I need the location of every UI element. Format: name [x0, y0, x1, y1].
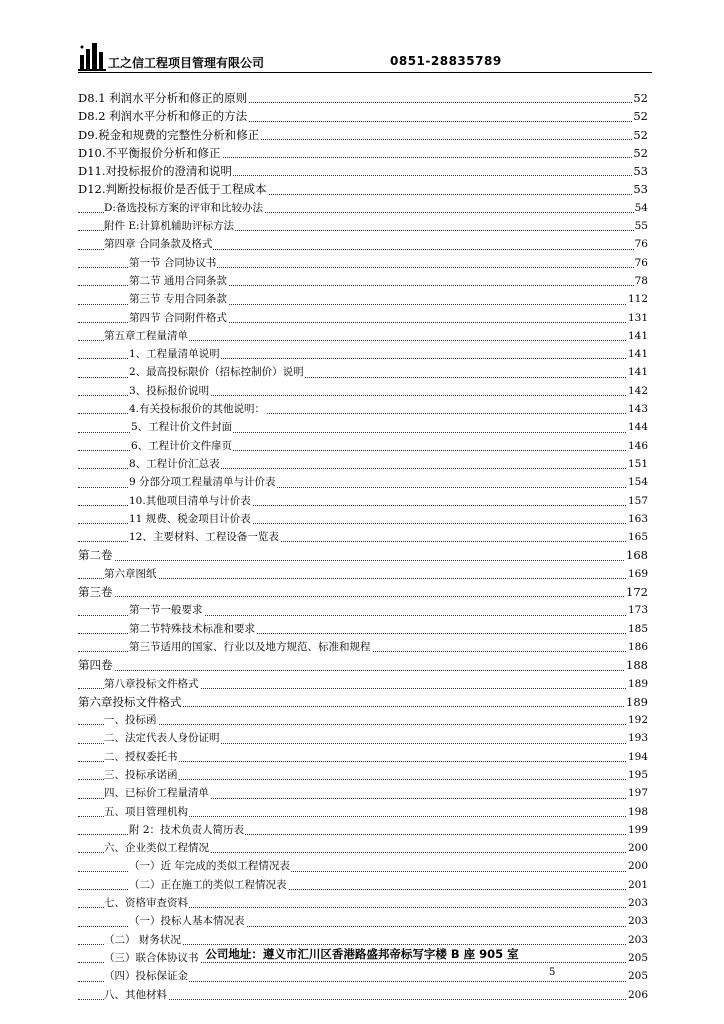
toc-entry[interactable]	[78, 126, 648, 144]
toc-entry-page: 200	[627, 839, 648, 857]
toc-entry-page: 189	[627, 675, 648, 693]
toc-entry-page: 185	[627, 620, 648, 638]
toc-entry-title: 第三节 专用合同条款	[129, 290, 228, 308]
toc-entry-page: 142	[627, 382, 648, 400]
toc-entry-title: 5、工程计价文件封面	[131, 418, 233, 436]
toc-entry-page: 151	[627, 455, 648, 473]
toc-entry-page: 193	[627, 729, 648, 747]
toc-entry-title: 第二节特殊技术标准和要求	[129, 620, 256, 638]
toc-entry[interactable]	[78, 144, 648, 162]
toc-entry-title: 六、企业类似工程情况	[104, 839, 210, 857]
toc-entry-title: D:备选投标方案的评审和比较办法	[104, 199, 264, 217]
page-number: 5	[549, 967, 556, 978]
toc-entry[interactable]	[78, 656, 648, 674]
toc-entry[interactable]	[78, 254, 648, 272]
toc-entry-title: 11 规费、税金项目计价表	[129, 510, 252, 528]
toc-entry[interactable]	[78, 986, 648, 1004]
toc-entry-page: 203	[627, 894, 648, 912]
toc-entry[interactable]	[78, 565, 648, 583]
company-name: 工之信工程项目管理有限公司	[108, 56, 265, 70]
toc-entry[interactable]	[78, 839, 648, 857]
toc-entry[interactable]	[78, 327, 648, 345]
toc-entry-title: 2、最高投标限价（招标控制价）说明	[129, 363, 305, 381]
toc-entry-page: 76	[634, 254, 648, 272]
toc-entry-title: D8.2 利润水平分析和修正的方法	[78, 107, 248, 125]
toc-entry-page: 199	[627, 821, 648, 839]
toc-entry[interactable]	[78, 821, 648, 839]
toc-entry[interactable]	[78, 693, 648, 711]
toc-entry[interactable]	[78, 711, 648, 729]
toc-entry-page: 189	[625, 693, 648, 711]
toc-entry-title: 4.有关投标报价的其他说明：	[129, 400, 266, 418]
toc-entry-page: 143	[627, 400, 648, 418]
toc-entry[interactable]	[78, 583, 648, 601]
toc-entry[interactable]	[78, 784, 648, 802]
toc-entry[interactable]	[78, 235, 648, 253]
toc-entry[interactable]	[78, 748, 648, 766]
toc-entry-page: 186	[627, 638, 648, 656]
toc-entry[interactable]	[78, 729, 648, 747]
toc-entry[interactable]	[78, 363, 648, 381]
toc-dot-leader	[78, 560, 648, 561]
toc-entry-title: （二）正在施工的类似工程情况表	[129, 876, 288, 894]
toc-entry[interactable]	[78, 272, 648, 290]
toc-entry[interactable]	[78, 894, 648, 912]
toc-entry-page: 188	[625, 656, 648, 674]
toc-entry-title: 9 分部分项工程量清单与计价表	[129, 473, 277, 491]
toc-entry[interactable]	[78, 345, 648, 363]
toc-entry-page: 141	[627, 327, 648, 345]
toc-dot-leader	[78, 724, 648, 725]
toc-entry-page: 195	[627, 766, 648, 784]
toc-entry[interactable]	[78, 473, 648, 491]
toc-entry-page: 52	[632, 144, 648, 162]
toc-entry-title: 第三卷	[78, 583, 114, 601]
toc-entry-page: 141	[627, 345, 648, 363]
toc-entry-page: 154	[627, 473, 648, 491]
toc-entry-page: 54	[634, 199, 648, 217]
toc-entry[interactable]	[78, 455, 648, 473]
toc-entry-page: 192	[627, 711, 648, 729]
toc-entry-title: 12、主要材料、工程设备一览表	[129, 528, 280, 546]
toc-entry-page: 76	[634, 235, 648, 253]
toc-entry-page: 165	[627, 528, 648, 546]
toc-entry-title: 第四节 合同附件格式	[129, 309, 228, 327]
toc-entry-title: 第一节 合同协议书	[129, 254, 217, 272]
toc-entry-page: 201	[627, 876, 648, 894]
toc-entry[interactable]	[78, 510, 648, 528]
toc-entry-title: 第二卷	[78, 546, 114, 564]
toc-entry-page: 205	[627, 949, 648, 967]
toc-entry-page: 53	[632, 180, 648, 198]
toc-entry[interactable]	[78, 400, 648, 418]
toc-dot-leader	[78, 578, 648, 579]
toc-entry-title: 第六章投标文件格式	[78, 693, 183, 711]
company-address: 公司地址：遵义市汇川区香港路盛邦帝标写字楼 B 座 905 室	[205, 947, 519, 961]
toc-dot-leader	[78, 670, 648, 671]
toc-entry-page: 206	[627, 986, 648, 1004]
toc-entry[interactable]	[78, 162, 648, 180]
toc-entry-title: 第三节适用的国家、行业以及地方规范、标准和规程	[129, 638, 372, 656]
toc-entry-page: 203	[627, 931, 648, 949]
toc-entry-title: 八、其他材料	[104, 986, 168, 1004]
toc-entry[interactable]	[78, 766, 648, 784]
toc-entry[interactable]	[78, 180, 648, 198]
toc-entry-page: 173	[627, 601, 648, 619]
toc-entry-title: 三、投标承诺函	[104, 766, 179, 784]
toc-entry-page: 52	[632, 89, 648, 107]
toc-entry[interactable]	[78, 912, 648, 930]
toc-entry[interactable]	[78, 857, 648, 875]
toc-entry[interactable]	[78, 620, 648, 638]
toc-entry-title: 二、法定代表人身份证明	[104, 729, 221, 747]
toc-entry-page: 157	[627, 492, 648, 510]
toc-entry-title: 3、投标报价说明	[129, 382, 210, 400]
toc-entry-page: 78	[634, 272, 648, 290]
toc-entry-page: 112	[627, 290, 648, 308]
toc-entry[interactable]	[78, 638, 648, 656]
toc-entry-title: 第四卷	[78, 656, 114, 674]
toc-entry-title: D9.税金和规费的完整性分析和修正	[78, 126, 260, 144]
toc-entry-title: （二） 财务状况	[104, 931, 182, 949]
toc-entry-page: 172	[625, 583, 648, 601]
toc-entry-title: 第五章工程量清单	[104, 327, 189, 345]
toc-entry-title: 四、已标价工程量清单	[104, 784, 210, 802]
toc-entry-page: 53	[632, 162, 648, 180]
toc-entry-page: 203	[627, 912, 648, 930]
toc-entry-title: （一）近 年完成的类似工程情况表	[129, 857, 291, 875]
toc-entry[interactable]	[78, 876, 648, 894]
toc-entry-title: 1、工程量清单说明	[129, 345, 221, 363]
toc-entry-page: 146	[627, 437, 648, 455]
toc-entry[interactable]	[78, 107, 648, 125]
toc-entry-title: （一）投标人基本情况表	[129, 912, 246, 930]
toc-entry-title: 第六章图纸	[104, 565, 158, 583]
toc-entry[interactable]	[78, 492, 648, 510]
toc-entry-title: 附件 E:计算机辅助评标方法	[104, 217, 235, 235]
toc-entry[interactable]	[78, 217, 648, 235]
page-header	[78, 38, 652, 73]
toc-entry-title: 第一节一般要求	[129, 601, 204, 619]
toc-entry-title: 二、授权委托书	[104, 748, 179, 766]
toc-entry[interactable]	[78, 290, 648, 308]
toc-entry-title: 8、工程计价汇总表	[129, 455, 221, 473]
toc-entry-title: 6、工程计价文件扉页	[131, 437, 233, 455]
toc-entry-page: 163	[627, 510, 648, 528]
toc-entry-title: D8.1 利润水平分析和修正的原则	[78, 89, 248, 107]
toc-entry[interactable]	[78, 309, 648, 327]
toc-entry-title: （四）投标保证金	[104, 967, 189, 985]
toc-entry-title: D12.判断投标报价是否低于工程成本	[78, 180, 268, 198]
toc-entry-title: 附 2：技术负责人简历表	[129, 821, 245, 839]
toc-entry-page: 55	[634, 217, 648, 235]
toc-entry-title: 第四章 合同条款及格式	[104, 235, 213, 253]
toc-entry-title: 10.其他项目清单与计价表	[129, 492, 252, 510]
toc-entry-page: 194	[627, 748, 648, 766]
toc-entry[interactable]	[78, 601, 648, 619]
toc-entry[interactable]	[78, 89, 648, 107]
toc-entry[interactable]	[78, 675, 648, 693]
toc-entry[interactable]	[78, 546, 648, 564]
toc-entry-page: 52	[632, 126, 648, 144]
toc-entry-title: 一、投标函	[104, 711, 158, 729]
toc-entry-page: 144	[627, 418, 648, 436]
toc-entry[interactable]	[78, 437, 648, 455]
toc-entry[interactable]	[78, 382, 648, 400]
toc-entry-page: 200	[627, 857, 648, 875]
toc-entry[interactable]	[78, 199, 648, 217]
toc-entry[interactable]	[78, 967, 648, 985]
toc-entry-title: 五、项目管理机构	[104, 803, 189, 821]
toc-entry[interactable]	[78, 528, 648, 546]
toc-entry[interactable]	[78, 803, 648, 821]
toc-entry-page: 205	[627, 967, 648, 985]
toc-entry-title: （三）联合体协议书	[104, 949, 200, 967]
toc-entry-title: D10.不平衡报价分析和修正	[78, 144, 222, 162]
toc-entry-title: 第八章投标文件格式	[104, 675, 200, 693]
toc-entry-title: 七、资格审查资料	[104, 894, 189, 912]
toc-entry-title: D11.对投标报价的澄清和说明	[78, 162, 233, 180]
toc-entry[interactable]	[78, 418, 648, 436]
toc-entry-page: 197	[627, 784, 648, 802]
toc-entry-page: 198	[627, 803, 648, 821]
toc-dot-leader	[78, 596, 648, 597]
toc-entry-page: 131	[627, 309, 648, 327]
toc-entry-page: 141	[627, 363, 648, 381]
toc-entry-page: 169	[627, 565, 648, 583]
company-logo-icon	[78, 41, 106, 71]
toc-entry-page: 52	[632, 107, 648, 125]
table-of-contents	[78, 89, 648, 1004]
toc-entry-page: 168	[625, 546, 648, 564]
toc-entry-title: 第二节 通用合同条款	[129, 272, 228, 290]
company-phone: 0851-28835789	[390, 54, 502, 68]
